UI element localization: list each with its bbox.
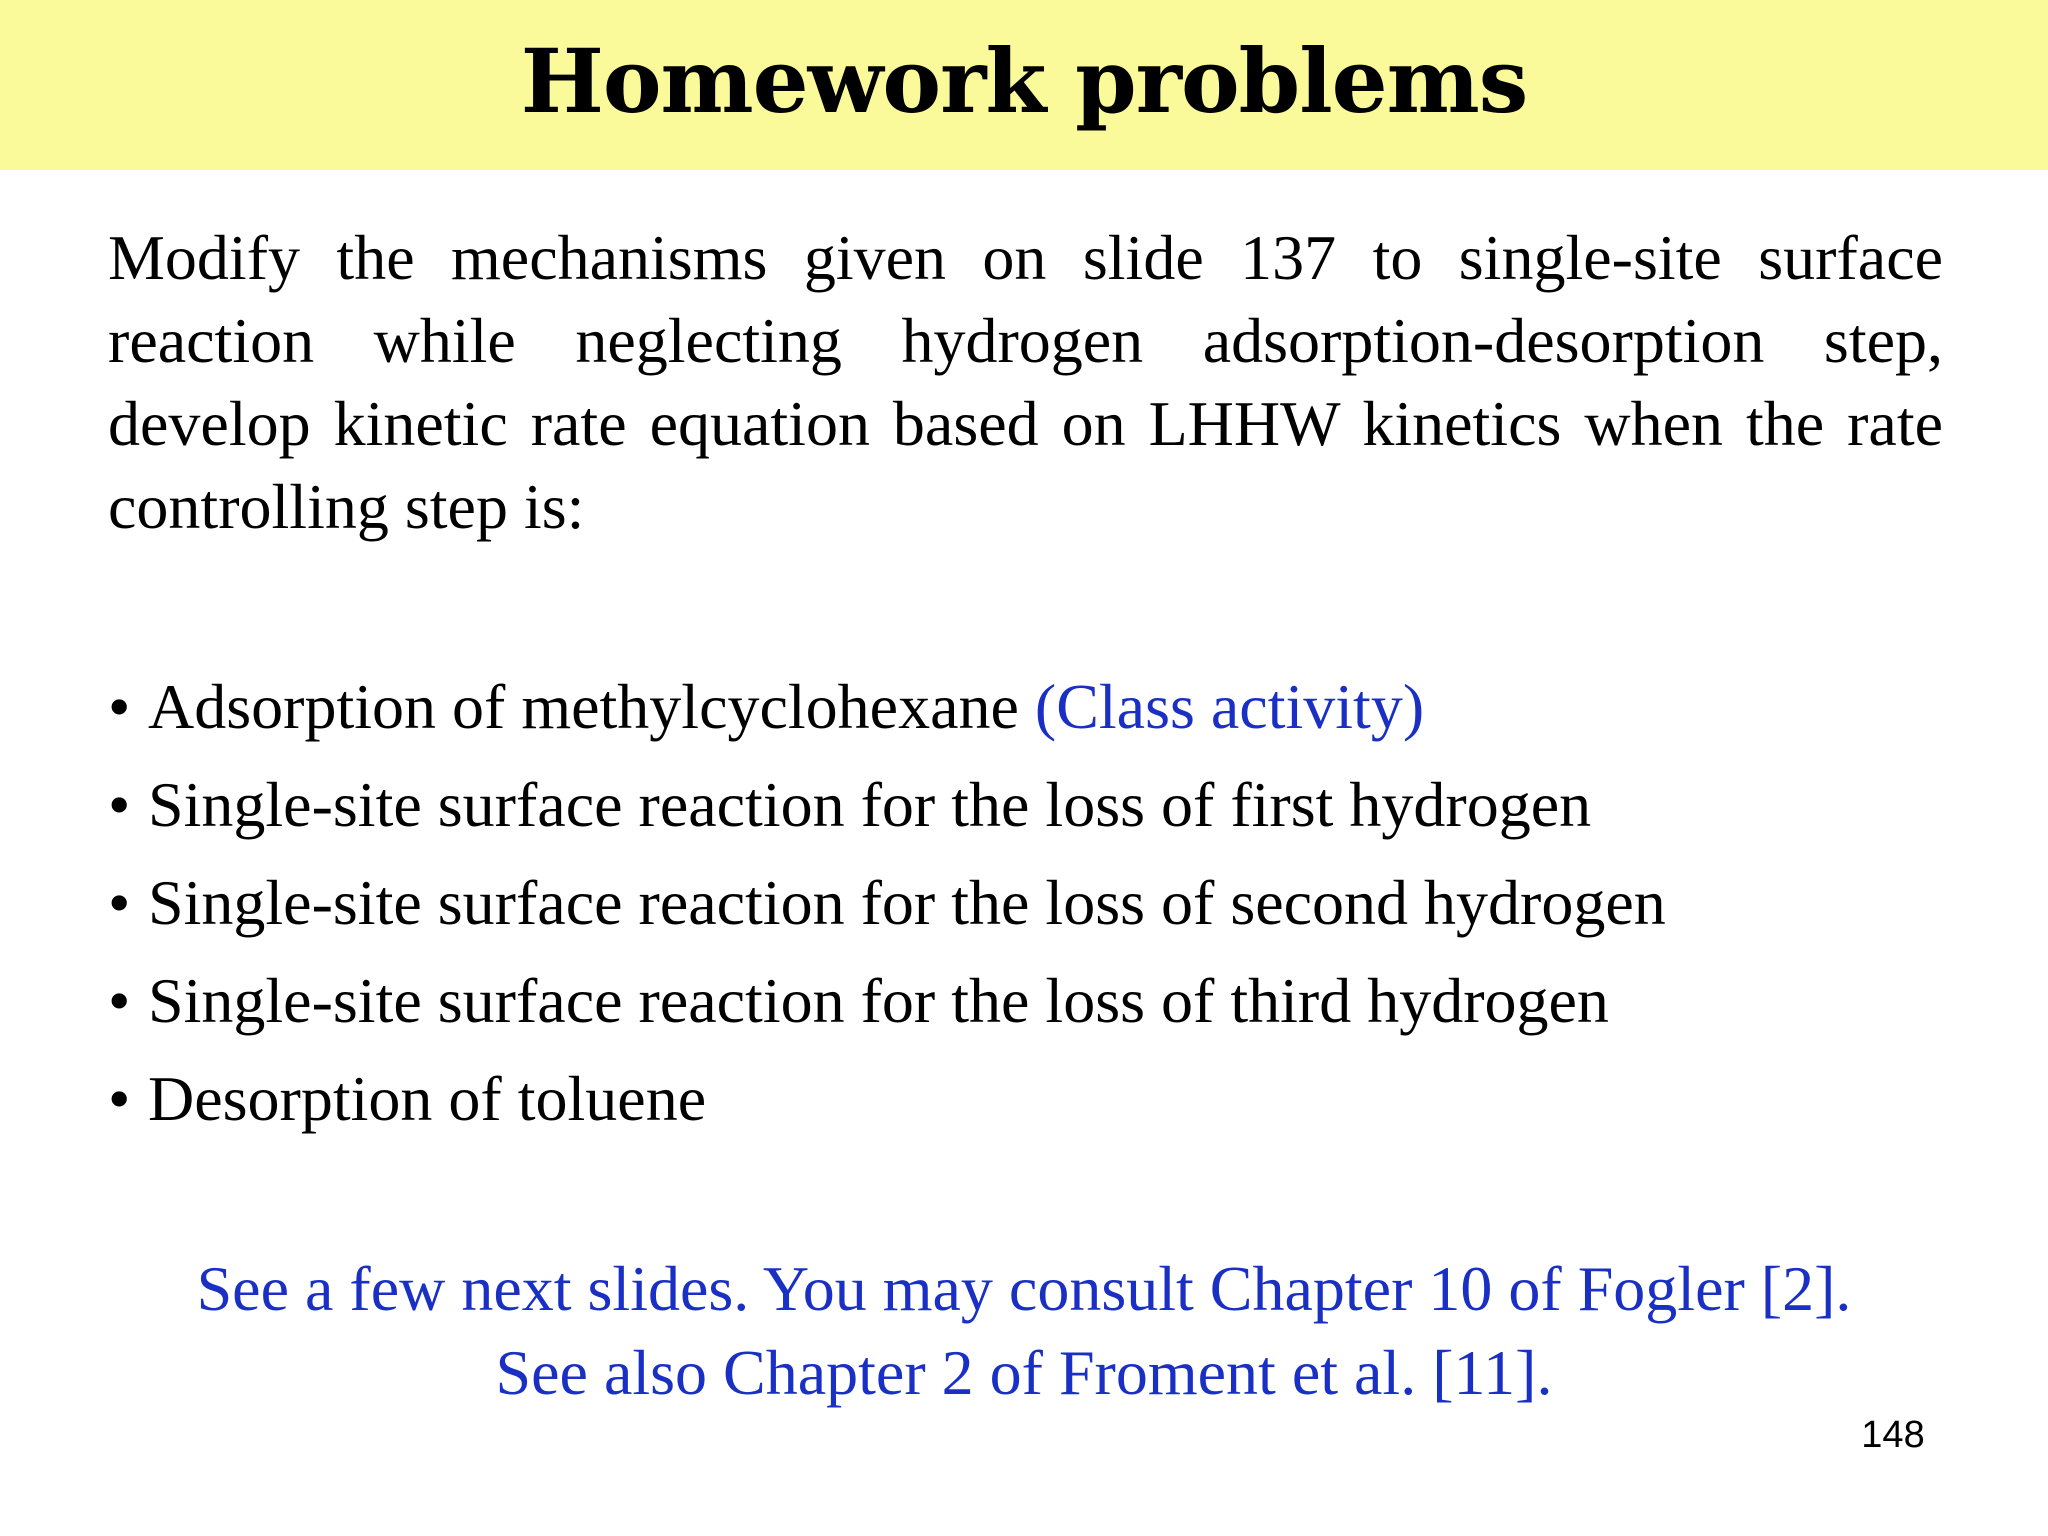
list-item — [108, 658, 1943, 756]
list-item — [108, 952, 1943, 1050]
list-item-text: Desorption of toluene — [148, 1063, 707, 1134]
bullet-icon: • — [108, 769, 131, 840]
list-item — [108, 756, 1943, 854]
list-item-text: Single-site surface reaction for the loss of second hydrogen — [148, 867, 1666, 938]
class-activity-note: (Class activity) — [1034, 671, 1425, 742]
reference-note — [0, 1247, 2048, 1415]
reference-note-line-1: See a few next slides. You may consult Chapter 10 of Fogler [2]. — [196, 1253, 1852, 1324]
slide-title: Homework problems — [520, 29, 1528, 133]
list-item-text: Single-site surface reaction for the loss of third hydrogen — [148, 965, 1609, 1036]
title-band — [0, 0, 2048, 170]
bullet-icon: • — [108, 671, 131, 742]
bullet-icon: • — [108, 965, 131, 1036]
list-item — [108, 1050, 1943, 1148]
problem-statement: Modify the mechanisms given on slide 137 to single-site surface reaction while neglecting hydrogen adsorption-desorption step, develop kinetic rate equation based on LHHW kinetics when the rate controlling step is: — [108, 222, 1943, 542]
list-item-text: Adsorption of methylcyclohexane — [148, 671, 1035, 742]
bullet-icon: • — [108, 1063, 131, 1134]
rate-controlling-steps-list — [108, 658, 1943, 1148]
list-item — [108, 854, 1943, 952]
bullet-icon: • — [108, 867, 131, 938]
reference-note-line-2: See also Chapter 2 of Froment et al. [11]. — [495, 1337, 1553, 1408]
page-number: 148 — [1861, 1414, 1925, 1456]
list-item-text: Single-site surface reaction for the loss of first hydrogen — [148, 769, 1592, 840]
